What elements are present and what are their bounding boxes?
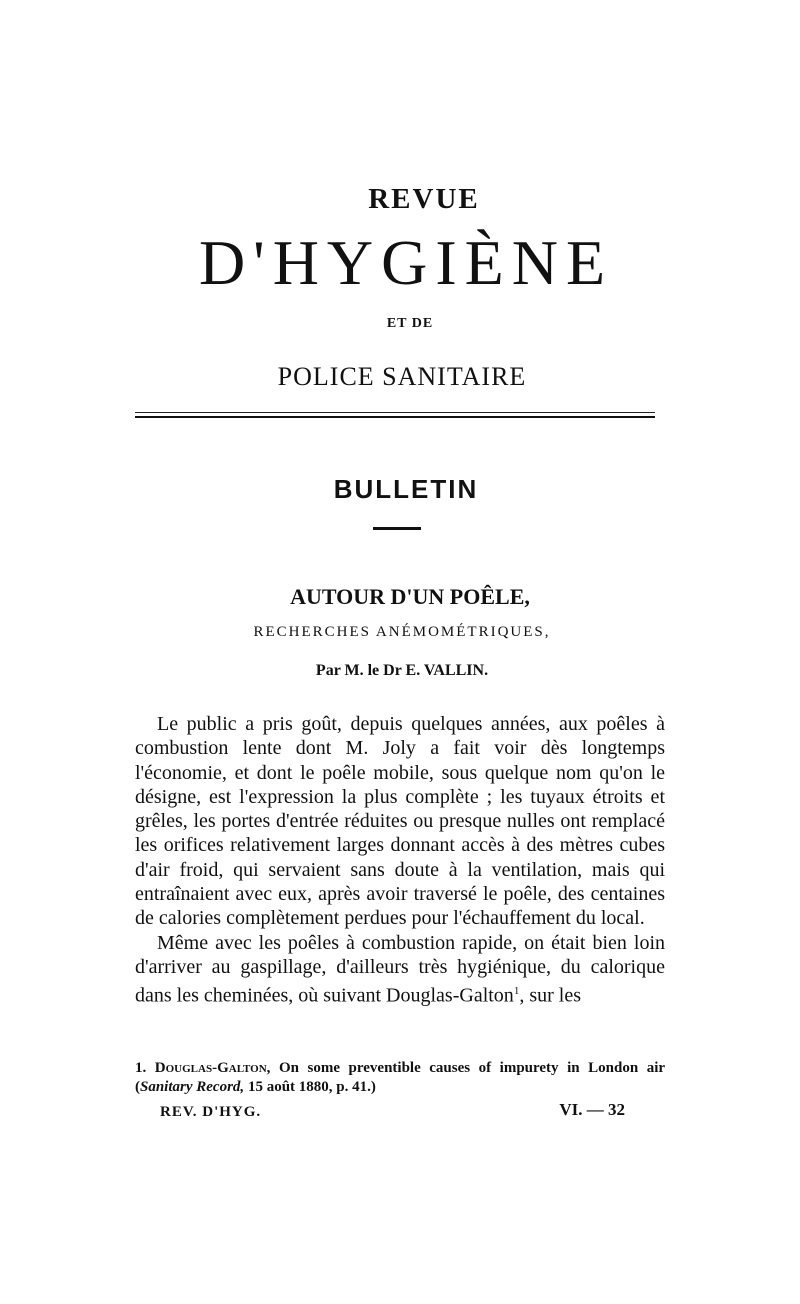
journal-conjunction: ET DE	[386, 316, 434, 331]
journal-title: D'HYGIÈNE	[198, 227, 614, 298]
footnote-source: Sanitary Record,	[140, 1079, 245, 1095]
running-footer: REV. D'HYG.	[160, 1104, 262, 1120]
signature-mark: VI. — 32	[559, 1100, 625, 1119]
body-paragraph-1: Le public a pris goût, depuis quelques années, aux poêles à combustion lente dont M. Joly a fait voir dès longtemps l'économie, et dont le poêle mobile, sous quelque nom qu'on le désigne, est l'expression la plus complète ; les tuyaux étroits et grêles, les portes d'entrée réduites ou presque nulles ont remplacé les orifices relativement larges donnant accès à des mètres cubes d'air froid, qui servaient sans doute à la ventilation, mais qui entraînaient avec eux, après avoir traversé le poêle, des centaines de calories complètement perdues pour l'échauffement du local.	[135, 713, 665, 930]
section-divider	[373, 527, 421, 530]
footnote-number: 1.	[135, 1060, 147, 1076]
header-divider-thick	[135, 416, 655, 418]
article-subtitle: RECHERCHES ANÉMOMÉTRIQUES,	[253, 624, 551, 640]
section-heading: BULLETIN	[333, 474, 479, 504]
article-body	[135, 712, 665, 1008]
footnote-text: On some preventible causes of impurety in London air (	[135, 1060, 666, 1095]
article-title: AUTOUR D'UN POÊLE,	[290, 584, 530, 609]
footnote-author: Douglas-Galton,	[154, 1060, 271, 1076]
footnote-date: 15 août 1880, p. 41.)	[247, 1079, 376, 1095]
journal-name-revue: REVUE	[368, 183, 480, 215]
header-divider-thin	[135, 412, 655, 413]
paragraph-2-tail: , sur les	[519, 984, 581, 1007]
footnote-reference: 1	[513, 985, 520, 998]
journal-subtitle: POLICE SANITAIRE	[277, 362, 527, 391]
body-paragraph-2	[135, 931, 665, 1009]
paragraph-2-text: Même avec les poêles à combustion rapide, on était bien loin d'arriver au gaspillage, d'ailleurs très hygiénique, du calorique dans les cheminées, où suivant Douglas-Galton	[135, 931, 665, 1007]
footnote	[135, 1059, 665, 1097]
article-byline: Par M. le Dr E. VALLIN.	[315, 662, 489, 679]
